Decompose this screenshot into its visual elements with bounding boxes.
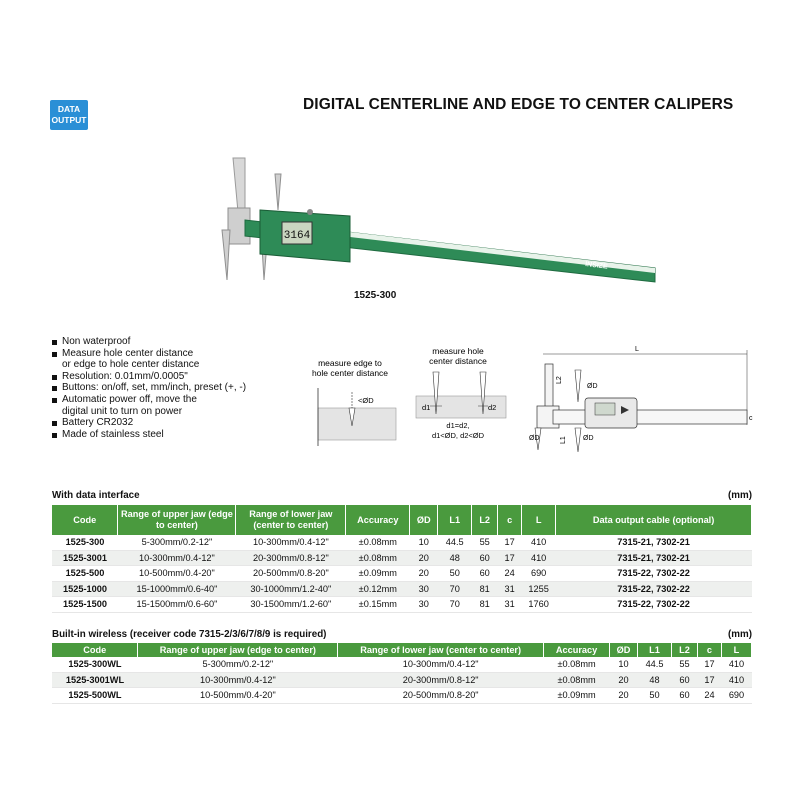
table-cell: ±0.09mm (544, 688, 610, 704)
table-cell: 55 (472, 535, 498, 550)
dim-L1-label: L1 (560, 436, 567, 444)
table-cell: 81 (472, 597, 498, 613)
feature-item: Battery CR2032 (52, 417, 246, 429)
col-header: ØD (610, 643, 638, 657)
table-cell: ±0.09mm (346, 566, 410, 582)
dim-L-label: L (635, 346, 639, 353)
slider-upper-point (275, 174, 281, 210)
table-cell: 7315-21, 7302-21 (556, 550, 752, 566)
col-header: L1 (438, 505, 472, 535)
table-cell: 20 (410, 550, 438, 566)
table-cell: 10-500mm/0.4-20" (118, 566, 236, 582)
formula-1: d1=d2, (446, 421, 470, 430)
center-label-1: measure hole (432, 346, 484, 356)
code-cell: 1525-3001WL (52, 672, 138, 688)
col-header: L (522, 505, 556, 535)
col-header: L1 (638, 643, 672, 657)
table-row (52, 566, 752, 582)
feature-item (52, 394, 246, 417)
table-cell: 50 (438, 566, 472, 582)
caliper-product-image (200, 150, 670, 290)
table-header-row (52, 505, 752, 535)
col-header: ØD (410, 505, 438, 535)
feature-item: Buttons: on/off, set, mm/inch, preset (+, -) (52, 382, 246, 394)
table-row (52, 550, 752, 566)
table-cell: 7315-22, 7302-22 (556, 597, 752, 613)
fixed-lower-point (222, 230, 230, 280)
table-cell: 30-1000mm/1.2-40" (236, 581, 346, 597)
table-cell: ±0.15mm (346, 597, 410, 613)
table-cell: 10 (410, 535, 438, 550)
table-cell: 55 (672, 657, 698, 672)
table-cell: 10-300mm/0.4-12" (138, 672, 338, 688)
table-cell: ±0.12mm (346, 581, 410, 597)
edge-to-center-diagram (300, 356, 400, 456)
col-header: Accuracy (346, 505, 410, 535)
table-cell: 7315-21, 7302-21 (556, 535, 752, 550)
table-cell: 17 (697, 672, 721, 688)
feature-item (52, 348, 246, 371)
built-in-wireless-table (52, 643, 752, 704)
data-output-badge (50, 100, 88, 130)
feature-text: Automatic power off, move the (62, 393, 197, 405)
table-header-row (52, 643, 752, 657)
badge-line-2: OUTPUT (51, 115, 87, 125)
badge-line-1: DATA (57, 104, 81, 114)
table-cell: 10-500mm/0.4-20" (138, 688, 338, 704)
table2-label: Built-in wireless (receiver code 7315-2/3/6/7/8/9 is required) (52, 629, 327, 640)
dim-od-top: ØD (587, 383, 598, 390)
table-cell: 5-300mm/0.2-12" (118, 535, 236, 550)
table-cell: 60 (672, 672, 698, 688)
table-cell: 60 (672, 688, 698, 704)
slider-button (307, 209, 313, 215)
table-cell: 17 (697, 657, 721, 672)
table-cell: 15-1500mm/0.6-60" (118, 597, 236, 613)
dim-c-label: c (749, 415, 753, 422)
table-cell: ±0.08mm (544, 657, 610, 672)
table-cell: 690 (721, 688, 751, 704)
code-cell: 1525-1500 (52, 597, 118, 613)
center-to-center-diagram (408, 344, 518, 444)
feature-text: Measure hole center distance (62, 347, 194, 359)
table-cell: 30 (410, 597, 438, 613)
dim-od-left: ØD (529, 435, 540, 442)
table-cell: 17 (498, 550, 522, 566)
table-cell: ±0.08mm (346, 550, 410, 566)
table-cell: 410 (721, 672, 751, 688)
table-cell: 410 (522, 550, 556, 566)
table-cell: 70 (438, 597, 472, 613)
dimension-drawing (525, 340, 755, 460)
code-cell: 1525-300WL (52, 657, 138, 672)
product-model-caption: 1525-300 (354, 290, 397, 301)
table-cell: 20-300mm/0.8-12" (236, 550, 346, 566)
col-header: c (697, 643, 721, 657)
d2-label: d2 (488, 403, 497, 412)
table-row (52, 657, 752, 672)
table-cell: 20 (410, 566, 438, 582)
formula-2: d1<ØD, d2<ØD (431, 431, 485, 440)
table-row (52, 581, 752, 597)
table-row (52, 688, 752, 704)
col-header: Range of lower jaw (center to center) (236, 505, 346, 535)
table-cell: 690 (522, 566, 556, 582)
table-cell: 20-500mm/0.8-20" (338, 688, 544, 704)
table1-label: With data interface (52, 490, 140, 501)
table-cell: 60 (472, 566, 498, 582)
feature-text-continued: or edge to hole center distance (62, 359, 200, 371)
table-cell: ±0.08mm (544, 672, 610, 688)
code-cell: 1525-1000 (52, 581, 118, 597)
table-cell: 1255 (522, 581, 556, 597)
table-cell: 31 (498, 581, 522, 597)
table-cell: 48 (638, 672, 672, 688)
col-header: L2 (472, 505, 498, 535)
table-cell: 20-300mm/0.8-12" (338, 672, 544, 688)
feature-item: Non waterproof (52, 336, 246, 348)
table-cell: 410 (522, 535, 556, 550)
table-cell: 5-300mm/0.2-12" (138, 657, 338, 672)
lcd-reading: 3164 (283, 230, 311, 242)
table-cell: 48 (438, 550, 472, 566)
col-header: Data output cable (optional) (556, 505, 752, 535)
col-header: Range of upper jaw (edge to center) (118, 505, 236, 535)
table-cell: 81 (472, 581, 498, 597)
table-cell: 31 (498, 597, 522, 613)
table2-unit: (mm) (728, 629, 752, 640)
col-header: Range of lower jaw (center to center) (338, 643, 544, 657)
table-cell: 15-1000mm/0.6-40" (118, 581, 236, 597)
center-label-2: center distance (429, 356, 487, 366)
table-cell: 44.5 (438, 535, 472, 550)
table-cell: 10-300mm/0.4-12" (236, 535, 346, 550)
table-cell: 60 (472, 550, 498, 566)
drawing-beam (553, 410, 747, 424)
feature-text-continued: digital unit to turn on power (62, 405, 183, 417)
d1-label: d1 (422, 403, 431, 412)
workpiece (318, 408, 396, 440)
col-header: Accuracy (544, 643, 610, 657)
table1-unit: (mm) (728, 490, 752, 501)
table-cell: 10 (610, 657, 638, 672)
dim-L2-label: L2 (556, 376, 563, 384)
table-cell: 20 (610, 672, 638, 688)
edge-od-label: <ØD (358, 396, 374, 405)
upper-fixed-jaw (233, 158, 245, 212)
data-interface-table (52, 505, 752, 613)
table-cell: 30-1500mm/1.2-60" (236, 597, 346, 613)
table-cell: 50 (638, 688, 672, 704)
dim-od-right: ØD (583, 435, 594, 442)
col-header: L2 (672, 643, 698, 657)
table-cell: 7315-22, 7302-22 (556, 581, 752, 597)
col-header: L (721, 643, 751, 657)
table-cell: 24 (697, 688, 721, 704)
feature-item: Made of stainless steel (52, 429, 246, 441)
table-cell: 410 (721, 657, 751, 672)
col-header: c (498, 505, 522, 535)
brand-logo-text: INSIZE (584, 261, 609, 271)
table-cell: 1760 (522, 597, 556, 613)
edge-label-2: hole center distance (311, 368, 389, 378)
table-cell: ±0.08mm (346, 535, 410, 550)
code-cell: 1525-500WL (52, 688, 138, 704)
col-header: Code (52, 643, 138, 657)
col-header: Range of upper jaw (edge to center) (138, 643, 338, 657)
table-cell: 44.5 (638, 657, 672, 672)
table-row (52, 535, 752, 550)
col-header: Code (52, 505, 118, 535)
table-cell: 7315-22, 7302-22 (556, 566, 752, 582)
code-cell: 1525-300 (52, 535, 118, 550)
feature-list (52, 336, 246, 440)
table-cell: 10-300mm/0.4-12" (338, 657, 544, 672)
table-cell: 20-500mm/0.8-20" (236, 566, 346, 582)
table-cell: 10-300mm/0.4-12" (118, 550, 236, 566)
edge-label-1: measure edge to (318, 358, 382, 368)
table-cell: 30 (410, 581, 438, 597)
table-row (52, 597, 752, 613)
page-title: DIGITAL CENTERLINE AND EDGE TO CENTER CALIPERS (303, 96, 734, 113)
code-cell: 1525-500 (52, 566, 118, 582)
table-row (52, 672, 752, 688)
table-cell: 70 (438, 581, 472, 597)
code-cell: 1525-3001 (52, 550, 118, 566)
feature-item: Resolution: 0.01mm/0.0005" (52, 371, 246, 383)
table-cell: 24 (498, 566, 522, 582)
table-cell: 17 (498, 535, 522, 550)
table-cell: 20 (610, 688, 638, 704)
